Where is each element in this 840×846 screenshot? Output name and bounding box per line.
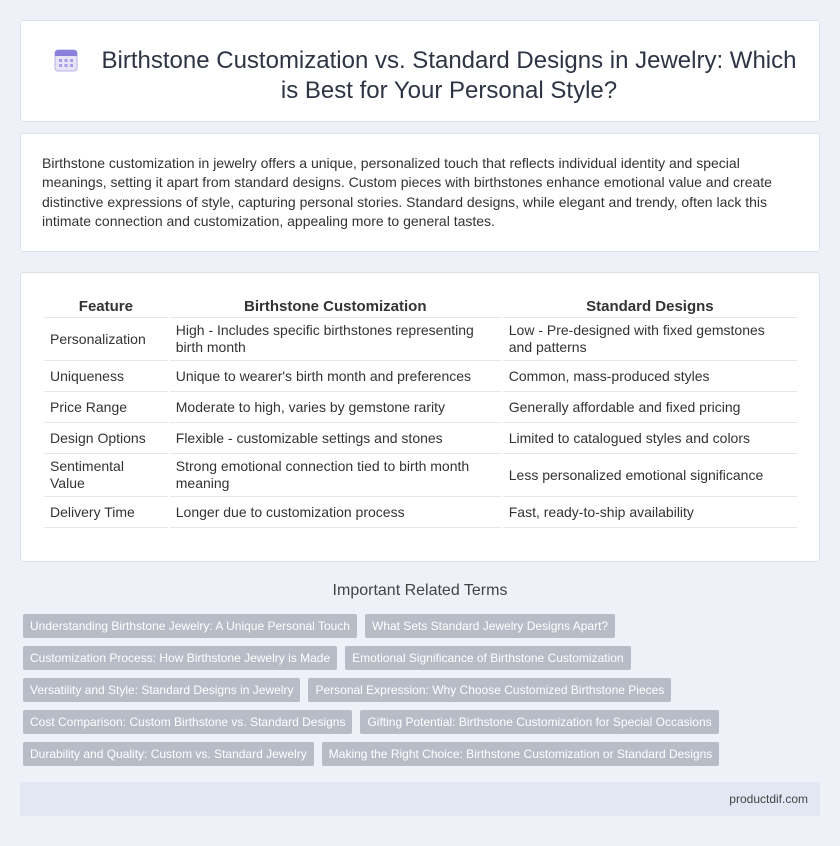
footer xyxy=(20,782,820,816)
customization-cell: Flexible - customizable settings and stones xyxy=(170,423,501,454)
table-row xyxy=(44,423,797,454)
intro-card xyxy=(20,133,820,252)
table-row xyxy=(44,361,797,392)
customization-cell: Moderate to high, varies by gemstone rarity xyxy=(170,392,501,423)
standard-cell: Limited to catalogued styles and colors xyxy=(503,423,797,454)
table-row xyxy=(44,392,797,423)
related-terms-row xyxy=(23,710,823,734)
header-feature: Feature xyxy=(44,296,168,318)
standard-cell: Generally affordable and fixed pricing xyxy=(503,392,797,423)
comparison-table-card xyxy=(20,272,820,562)
footer-site-link[interactable]: productdif.com xyxy=(729,792,808,806)
related-term-link[interactable]: Durability and Quality: Custom vs. Standard Jewelry xyxy=(23,742,314,766)
related-term-link[interactable]: Emotional Significance of Birthstone Customization xyxy=(345,646,630,670)
related-terms-row xyxy=(23,614,823,638)
page-title: Birthstone Customization vs. Standard Designs in Jewelry: Which is Best for Your Personal Style? xyxy=(101,47,797,104)
related-terms-row xyxy=(23,678,823,702)
table-row xyxy=(44,454,797,497)
feature-cell: Personalization xyxy=(44,318,168,361)
table-header-row xyxy=(44,296,797,318)
standard-cell: Less personalized emotional significance xyxy=(503,454,797,497)
related-term-link[interactable]: Gifting Potential: Birthstone Customization for Special Occasions xyxy=(360,710,718,734)
feature-cell: Sentimental Value xyxy=(44,454,168,497)
standard-cell: Low - Pre-designed with fixed gemstones and patterns xyxy=(503,318,797,361)
intro-paragraph: Birthstone customization in jewelry offers a unique, personalized touch that reflects individual identity and special meanings, setting it apart from standard designs. Custom pieces with birthstones enhance emotional value and create distinctive expressions of style, capturing personal stories. Standard designs, while elegant and trendy, often lack this intimate connection and customization, appealing more to general tastes. xyxy=(42,155,772,230)
standard-cell: Fast, ready-to-ship availability xyxy=(503,497,797,528)
comparison-table xyxy=(42,296,799,528)
related-term-link[interactable]: Cost Comparison: Custom Birthstone vs. Standard Designs xyxy=(23,710,352,734)
feature-cell: Uniqueness xyxy=(44,361,168,392)
calendar-icon xyxy=(53,47,79,73)
table-row xyxy=(44,497,797,528)
related-term-link[interactable]: Making the Right Choice: Birthstone Customization or Standard Designs xyxy=(322,742,720,766)
table-row xyxy=(44,318,797,361)
related-terms-row xyxy=(23,742,823,766)
customization-cell: Strong emotional connection tied to birth month meaning xyxy=(170,454,501,497)
standard-cell: Common, mass-produced styles xyxy=(503,361,797,392)
header-standard-designs: Standard Designs xyxy=(503,296,797,318)
header-card xyxy=(20,20,820,122)
related-terms-heading: Important Related Terms xyxy=(332,582,508,599)
related-term-link[interactable]: Versatility and Style: Standard Designs in Jewelry xyxy=(23,678,300,702)
related-terms-list xyxy=(23,614,823,774)
related-term-link[interactable]: Customization Process: How Birthstone Jewelry is Made xyxy=(23,646,337,670)
feature-cell: Delivery Time xyxy=(44,497,168,528)
related-term-link[interactable]: Understanding Birthstone Jewelry: A Unique Personal Touch xyxy=(23,614,357,638)
customization-cell: Longer due to customization process xyxy=(170,497,501,528)
related-terms-row xyxy=(23,646,823,670)
feature-cell: Design Options xyxy=(44,423,168,454)
customization-cell: High - Includes specific birthstones representing birth month xyxy=(170,318,501,361)
related-term-link[interactable]: What Sets Standard Jewelry Designs Apart? xyxy=(365,614,615,638)
header-birthstone-customization: Birthstone Customization xyxy=(170,296,501,318)
related-term-link[interactable]: Personal Expression: Why Choose Customized Birthstone Pieces xyxy=(308,678,671,702)
customization-cell: Unique to wearer's birth month and preferences xyxy=(170,361,501,392)
feature-cell: Price Range xyxy=(44,392,168,423)
